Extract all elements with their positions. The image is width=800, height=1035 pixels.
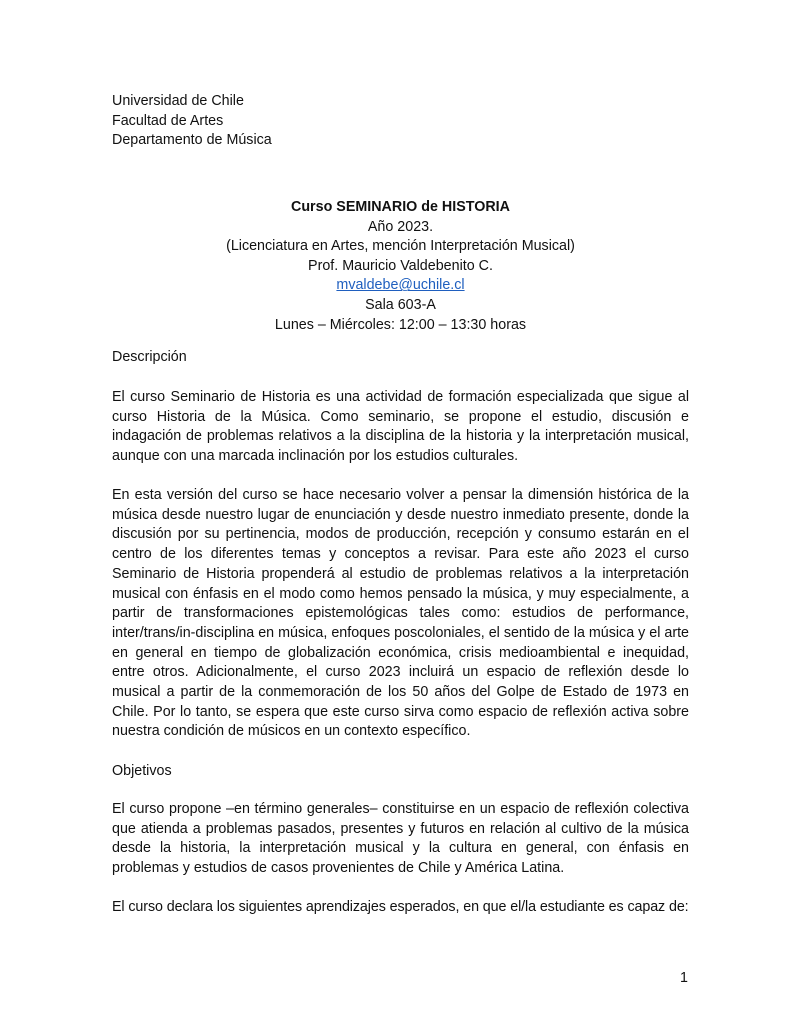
faculty-name: Facultad de Artes — [112, 112, 224, 129]
university-name: Universidad de Chile — [112, 93, 244, 109]
description-paragraph-2: En esta versión del curso se hace necesario volver a pensar la dimensión histórica de la música desde nuestro lugar de enunciación y desde nuestro inmediato presente, donde la discusión por su pertinencia, modos de producción, recepción y consumo estarán en el centro de los diferentes temas y conceptos a revisar. Para este año 2023 el curso Seminario de Historia propenderá al estudio de problemas relativos a la interpretación musical con énfasis en el modo como hemos pensado la música, y muy especialmente, a partir de transformaciones epistemológicas tales como: estudios de performance, inter/trans/in-disciplina en música, enfoques poscoloniales, el sentido de la música y el arte en general en tiempo de globalización económica, crisis medioambiental e inequidad, entre otros. Adicionalmente, el curso 2023 incluirá un espacio de reflexión desde lo musical a partir de la conmemoración de los 50 años del Golpe de Estado de 1973 en Chile. Por lo tanto, se espera que este curso sirva como espacio de reflexión activa sobre nuestra condición de músicos en un contexto específico. — [112, 487, 689, 740]
course-year: Año 2023. — [367, 218, 434, 235]
objectives-heading: Objetivos — [112, 763, 172, 779]
course-info — [112, 198, 689, 335]
professor-email-link[interactable]: mvaldebe@uchile.cl — [336, 277, 465, 294]
objectives-paragraph-1: El curso propone –en término generales– constituirse en un espacio de reflexión colectiva que atienda a problemas pasados, presentes y futuros en relación al cultivo de la música desde la historia, la interpretación musical y la cultura en general, con énfasis en problemas y estudios de casos provenientes de Chile y América Latina. — [112, 801, 689, 877]
course-professor: Prof. Mauricio Valdebenito C. — [308, 257, 493, 274]
objectives-paragraph-2: El curso declara los siguientes aprendizajes esperados, en que el/la estudiante es capaz de: — [112, 899, 689, 915]
course-program: (Licenciatura en Artes, mención Interpretación Musical) — [226, 238, 575, 255]
course-title: Curso SEMINARIO de HISTORIA — [291, 199, 510, 215]
description-paragraph-1: El curso Seminario de Historia es una actividad de formación especializada que sigue al curso Historia de la Música. Como seminario, se propone el estudio, discusión e indagación de problemas relativos a la disciplina de la historia y la interpretación musical, aunque con una marcada inclinación por los estudios culturales. — [112, 389, 689, 465]
course-room: Sala 603-A — [365, 296, 436, 313]
department-name: Departamento de Música — [112, 132, 272, 149]
institution-header — [112, 92, 689, 151]
course-schedule: Lunes – Miércoles: 12:00 – 13:30 horas — [274, 316, 527, 333]
description-heading: Descripción — [112, 349, 187, 365]
page-number: 1 — [680, 970, 688, 986]
